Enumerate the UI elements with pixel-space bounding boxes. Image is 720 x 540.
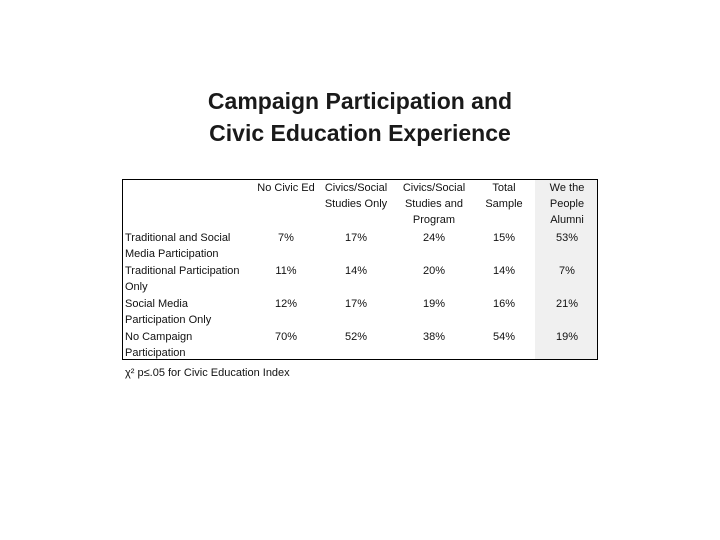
col-header-total-sample: Total Sample xyxy=(485,182,523,210)
col-header-wtp-alumni: We the People Alumni xyxy=(549,182,585,226)
table-cell: 20% xyxy=(422,265,446,277)
table-cell: 53% xyxy=(555,232,579,244)
table-cell: 70% xyxy=(274,331,298,343)
table-cell: 15% xyxy=(492,232,516,244)
table-cell: 17% xyxy=(344,298,368,310)
table-cell: 19% xyxy=(555,331,579,343)
table-cell: 24% xyxy=(422,232,446,244)
table-cell: 14% xyxy=(492,265,516,277)
row-label-social-only: Social Media Participation Only xyxy=(125,298,212,326)
table-cell: 38% xyxy=(422,331,446,343)
table-cell: 52% xyxy=(344,331,368,343)
table-cell: 12% xyxy=(274,298,298,310)
table-cell: 16% xyxy=(492,298,516,310)
table-cell: 11% xyxy=(275,265,297,277)
row-label-trad-only: Traditional Participation Only xyxy=(125,265,240,293)
table-cell: 17% xyxy=(344,232,368,244)
title-line-2: Civic Education Experience xyxy=(209,120,511,146)
col-header-civics-only: Civics/Social Studies Only xyxy=(324,182,388,210)
table-cell: 14% xyxy=(344,265,368,277)
title-line-1: Campaign Participation and xyxy=(207,88,513,114)
col-header-no-civic-ed: No Civic Ed xyxy=(257,182,315,194)
table-footnote: χ² p≤.05 for Civic Education Index xyxy=(125,367,290,379)
table-cell: 19% xyxy=(422,298,446,310)
col-header-civics-and-program: Civics/Social Studies and Program xyxy=(402,182,466,226)
row-label-no-campaign: No Campaign Participation xyxy=(125,331,193,359)
row-label-trad-and-social: Traditional and Social Media Participation xyxy=(125,232,231,260)
slide-title xyxy=(0,85,720,149)
table-cell: 54% xyxy=(492,331,516,343)
table-cell: 7% xyxy=(559,265,575,277)
table-cell: 7% xyxy=(278,232,294,244)
table-cell: 21% xyxy=(555,298,579,310)
